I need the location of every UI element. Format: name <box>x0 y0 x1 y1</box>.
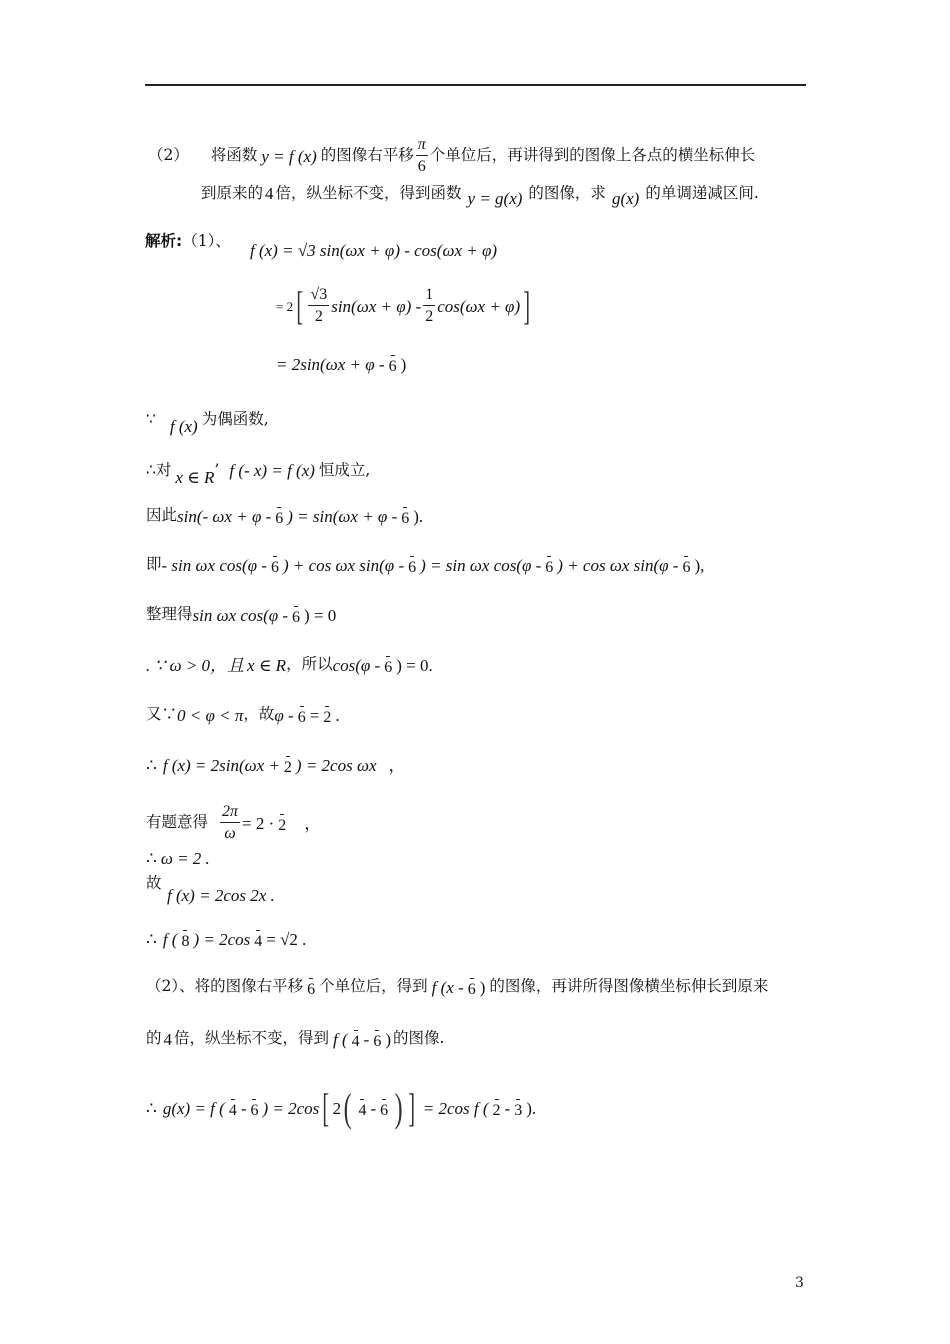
fraction-sqrt3-2 <box>308 287 329 325</box>
text: ’ <box>214 460 220 479</box>
eq-term: ) + cos ωx sin(φ - <box>282 555 405 575</box>
fraction-pi-6 <box>371 1028 383 1050</box>
text: 恒成立, <box>318 460 371 479</box>
page-number: 3 <box>795 1275 804 1291</box>
fraction-pi-4 <box>350 1028 362 1050</box>
fraction-pi-2 <box>491 1097 503 1119</box>
text: 到原来的 <box>201 183 264 202</box>
denominator: 6 <box>380 1102 389 1119</box>
text: 的单调递减区间. <box>645 183 759 202</box>
math-g-x: g(x) <box>611 189 640 208</box>
eq-term: . ∵ ω > 0，且 <box>146 655 245 675</box>
text: ，所以 <box>286 655 333 674</box>
simplify-line <box>146 604 336 626</box>
denominator: 6 <box>417 158 426 175</box>
eq-term: . <box>335 705 340 725</box>
text: 的图像. <box>393 1029 445 1048</box>
eq-term: f (x - <box>431 977 464 997</box>
text: 故 <box>146 874 162 892</box>
part-label: （1）、 <box>182 232 231 250</box>
eq-term: ) <box>479 977 486 997</box>
text: 对 <box>155 460 172 479</box>
denominator: 4 <box>254 933 263 950</box>
eq-term: f (x) = 2sin(ωx + <box>162 755 280 775</box>
denominator: 4 <box>358 1102 367 1119</box>
text: 的图像，再讲所得图像横坐标伸长到原来 <box>489 977 769 996</box>
eq-term: g(x) = f ( <box>162 1098 225 1118</box>
denominator: 6 <box>388 358 397 375</box>
eq-term: ) = 0. <box>396 655 433 675</box>
fraction-2pi-omega <box>220 804 240 842</box>
eq-term: - sin ωx cos(φ - <box>161 555 267 575</box>
fraction-pi-8 <box>179 928 191 950</box>
eq-term: sin(ωx + φ) - <box>331 296 422 316</box>
eq-term: ) + cos ωx sin(φ - <box>557 555 679 575</box>
denominator: 6 <box>307 981 316 998</box>
eq-term: ) = 0 <box>304 605 337 625</box>
eq-term: ) = 2cos ωx <box>295 755 377 775</box>
denominator: ω <box>224 825 236 842</box>
text: 又∵ <box>146 705 178 724</box>
numerator: π <box>416 137 428 156</box>
fraction-pi-6 <box>416 137 428 175</box>
denominator: 6 <box>275 510 284 527</box>
text: ，故 <box>243 705 275 724</box>
fraction-pi-6 <box>399 505 411 527</box>
fraction-pi-6 <box>382 654 394 676</box>
eq-term: ). <box>413 506 424 526</box>
eq-term: sin ωx cos(φ - <box>192 605 289 625</box>
eq-term: - <box>370 1098 377 1118</box>
denominator: 6 <box>270 559 279 576</box>
because-symbol: ∵ <box>146 409 156 428</box>
text: 即 <box>146 555 162 574</box>
denominator: 2 <box>425 308 434 325</box>
paren-open: ( <box>343 1085 352 1130</box>
eq-term: ), <box>694 555 705 575</box>
math-y-f-x: y = f (x) <box>261 146 317 166</box>
text: 整理得 <box>146 605 193 624</box>
text: 倍，纵坐标不变，得到 <box>174 1029 330 1048</box>
text: 的 <box>146 1029 162 1048</box>
period-line <box>146 804 321 842</box>
denominator: 6 <box>384 659 393 676</box>
denominator: 6 <box>408 559 417 576</box>
eq-term: ) = 2cos <box>262 1098 320 1118</box>
text: 个单位后，再讲得到的图像上各点的横坐标伸长 <box>429 146 756 165</box>
text: 倍，纵坐标不变，得到函数 <box>275 183 462 202</box>
fraction-pi-4 <box>356 1097 368 1119</box>
eq-term: f ( <box>162 929 178 949</box>
omega-positive-line <box>146 654 433 676</box>
part2-line2 <box>146 1028 444 1050</box>
denominator: 2 <box>283 759 292 776</box>
fraction-pi-2 <box>321 704 333 726</box>
eq-term: = 2cos f ( <box>422 1098 489 1118</box>
eq-line-2 <box>276 283 533 328</box>
fraction-pi-6 <box>296 704 308 726</box>
eq-term: - <box>363 1029 370 1049</box>
fraction-pi-6 <box>248 1097 260 1119</box>
eq-prefix: = 2 <box>276 298 294 314</box>
number: 4 <box>163 1029 173 1049</box>
numerator: √3 <box>308 287 329 306</box>
therefore-symbol: ∴ <box>146 755 157 775</box>
fraction-pi-6 <box>466 976 478 998</box>
therefore-symbol: ∴ <box>146 460 156 479</box>
problem2-line2 <box>201 180 759 207</box>
eq-term: 0 < φ < π <box>177 705 244 725</box>
fraction-pi-6 <box>290 604 302 626</box>
numerator: 1 <box>423 287 435 306</box>
denominator: 6 <box>250 1102 259 1119</box>
paren: ) <box>400 354 407 374</box>
fraction-pi-2 <box>282 754 294 776</box>
g-x-line <box>146 1085 537 1130</box>
eq-term: φ - <box>274 705 294 725</box>
therefore-symbol: ∴ <box>146 1098 157 1118</box>
header-rule <box>145 84 806 86</box>
denominator: 2 <box>492 1102 501 1119</box>
fraction-pi-4 <box>252 928 264 950</box>
numerator: 2π <box>220 804 240 823</box>
denominator: 2 <box>314 308 323 325</box>
text: 将函数 <box>210 146 258 165</box>
fraction-pi-3 <box>512 1097 524 1119</box>
gu-line <box>146 876 162 892</box>
fx-cos-line <box>146 754 406 776</box>
eq-term: = <box>309 705 320 725</box>
eq-term: cos(ωx + φ) <box>437 296 521 316</box>
text: 个单位后，得到 <box>319 977 428 996</box>
denominator: 2 <box>278 817 287 834</box>
eq-term: ) = 2cos <box>193 929 251 949</box>
fraction-pi-6 <box>273 505 285 527</box>
math-x-in-R: x ∈ R <box>175 468 215 487</box>
bracket-close: ] <box>408 1085 416 1130</box>
denominator: 6 <box>401 510 410 527</box>
fx-2cos2x: f (x) = 2cos 2x . <box>167 886 275 905</box>
paren-close: ) <box>394 1085 403 1130</box>
fraction-pi-6 <box>269 554 281 576</box>
eq-term: = √2 . <box>266 929 307 949</box>
eq-term: cos(φ - <box>332 655 381 675</box>
denominator: 6 <box>467 981 476 998</box>
eq-term: - <box>504 1098 511 1118</box>
math-x-in-R: x ∈ R <box>247 655 287 675</box>
fraction-pi-6 <box>305 976 317 998</box>
part2-line1 <box>146 976 768 998</box>
text: 为偶函数, <box>201 409 269 428</box>
denominator: 4 <box>228 1102 237 1119</box>
denominator: 6 <box>297 709 306 726</box>
denominator: 8 <box>181 933 190 950</box>
solution-heading <box>145 234 231 250</box>
text: 的图像右平移 <box>320 146 414 165</box>
therefore-symbol: ∴ <box>146 849 157 868</box>
fraction-pi-6 <box>387 353 399 375</box>
text: 有题意得 <box>146 813 209 832</box>
text: （2）、将的图像右平移 <box>146 977 304 996</box>
bracket-open: [ <box>296 283 304 328</box>
eq-term: ω = 2 . <box>160 849 210 868</box>
expand-line <box>146 554 704 576</box>
text: 因此 <box>146 506 178 525</box>
fraction-pi-4 <box>227 1097 239 1119</box>
denominator: 6 <box>545 559 554 576</box>
number: 4 <box>265 184 274 203</box>
math-f-x: f (x) <box>169 417 198 436</box>
denominator: 6 <box>292 609 301 626</box>
eq-term: ) <box>385 1029 392 1049</box>
eq-line-3 <box>276 353 406 375</box>
phi-range-line <box>146 704 340 726</box>
fraction-pi-6 <box>543 554 555 576</box>
math-y-g-x: y = g(x) <box>467 189 523 208</box>
eq-term: ) = sin(ωx + φ - <box>287 506 398 526</box>
text: ， <box>388 755 406 775</box>
fraction-1-2 <box>423 287 435 325</box>
always-holds-line <box>146 455 370 486</box>
f-pi-8-line <box>146 928 306 950</box>
bracket-close: ] <box>523 283 531 328</box>
eq-line-1: f (x) = √3 sin(ωx + φ) - cos(ωx + φ) <box>250 241 498 260</box>
even-function-line <box>146 404 269 435</box>
denominator: 3 <box>514 1102 523 1119</box>
fraction-pi-6 <box>406 554 418 576</box>
text: 的图像，求 <box>528 183 606 202</box>
problem-label: （2） <box>148 146 189 165</box>
eq-term: f ( <box>333 1029 348 1049</box>
eq-term: = 2 · <box>242 813 275 833</box>
denominator: 6 <box>682 559 691 576</box>
denominator: 2 <box>323 709 332 726</box>
problem2-line1 <box>148 137 755 175</box>
text: ， <box>304 813 322 833</box>
therefore-sin-line <box>146 505 423 527</box>
eq-term: - <box>240 1098 247 1118</box>
fraction-pi-6 <box>378 1097 390 1119</box>
fraction-pi-2 <box>276 812 288 834</box>
eq-term: sin(- ωx + φ - <box>177 506 272 526</box>
fraction-pi-6 <box>680 554 692 576</box>
omega-value-line <box>146 850 210 867</box>
eq-term: ) = sin ωx cos(φ - <box>420 555 542 575</box>
eq-term: 2 <box>332 1098 342 1118</box>
math-f-neg-x: f (- x) = f (x) <box>229 461 315 480</box>
bracket-open: [ <box>322 1085 330 1130</box>
denominator: 4 <box>351 1033 360 1050</box>
denominator: 6 <box>373 1033 382 1050</box>
eq-term: ). <box>526 1098 537 1118</box>
eq-term: = 2sin(ωx + φ - <box>276 354 385 374</box>
solution-label: 解析: <box>145 232 183 250</box>
therefore-symbol: ∴ <box>146 929 157 949</box>
